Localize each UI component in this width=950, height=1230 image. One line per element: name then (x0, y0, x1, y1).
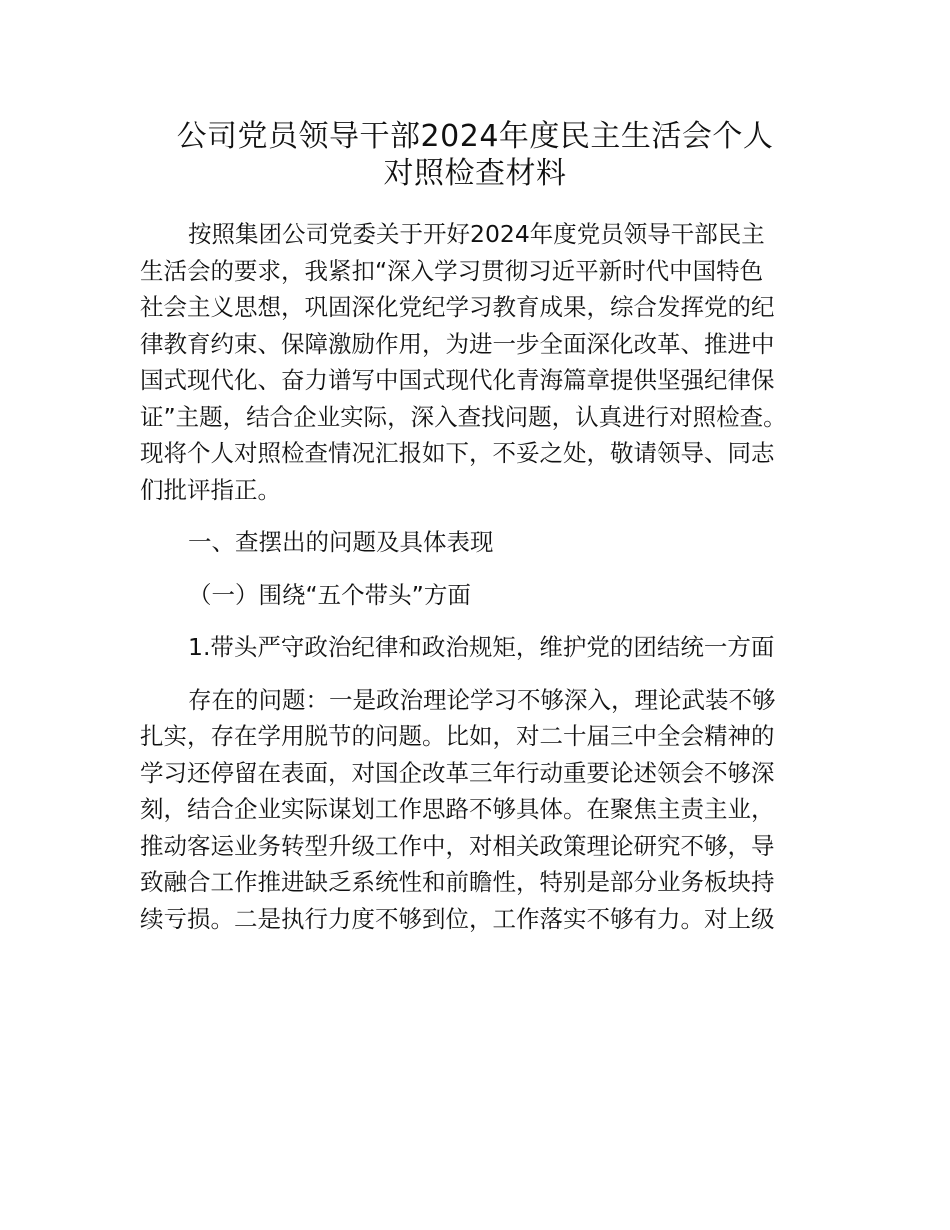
problem-paragraph (140, 682, 814, 938)
paragraph-line: 学习还停留在表面，对国企改革三年行动重要论述领会不够深 (140, 758, 775, 787)
paragraph-line: 社会主义思想，巩固深化党纪学习教育成果，综合发挥党的纪 (140, 293, 775, 321)
section-heading-text: 一、查摆出的问题及具体表现 (188, 528, 494, 556)
paragraph-line: 律教育约束、保障激励作用，为进一步全面深化改革、推进中 (140, 329, 775, 358)
paragraph-line: 致融合工作推进缺乏系统性和前瞻性，特别是部分业务板块持 (140, 868, 775, 896)
paragraph-line: 刻，结合企业实际谋划工作思路不够具体。在聚焦主责主业， (140, 795, 775, 823)
intro-paragraph (140, 216, 814, 508)
section-heading (140, 524, 814, 561)
paragraph-line: 国式现代化、奋力谱写中国式现代化青海篇章提供坚强纪律保 (140, 366, 775, 394)
paragraph-line: 按照集团公司党委关于开好2024年度党员领导干部民主 (188, 220, 765, 248)
item-heading-text: 1.带头严守政治纪律和政治规矩，维护党的团结统一方面 (188, 633, 775, 661)
paragraph-line: 生活会的要求，我紧扣“深入学习贯彻习近平新时代中国特色 (140, 256, 764, 285)
item-heading (140, 629, 814, 666)
subsection-heading-text: （一）围绕“五个带头”方面 (188, 580, 471, 609)
paragraph-line: 续亏损。二是执行力度不够到位，工作落实不够有力。对上级 (140, 904, 775, 933)
paragraph-line: 推动客运业务转型升级工作中，对相关政策理论研究不够，导 (140, 831, 775, 860)
subsection-heading (140, 577, 814, 614)
document-body (140, 216, 814, 937)
paragraph-line: 扎实，存在学用脱节的问题。比如，对二十届三中全会精神的 (140, 722, 775, 750)
paragraph-line: 证”主题，结合企业实际，深入查找问题，认真进行对照检查。 (140, 402, 787, 431)
title-line: 公司党员领导干部2024年度民主生活会个人 (176, 119, 774, 154)
paragraph-line: 现将个人对照检查情况汇报如下，不妥之处，敬请领导、同志 (140, 439, 775, 467)
paragraph-line: 存在的问题：一是政治理论学习不够深入，理论武装不够 (188, 685, 776, 714)
document-title (140, 112, 810, 191)
title-line: 对照检查材料 (383, 155, 567, 191)
paragraph-line: 们批评指正。 (140, 475, 281, 504)
